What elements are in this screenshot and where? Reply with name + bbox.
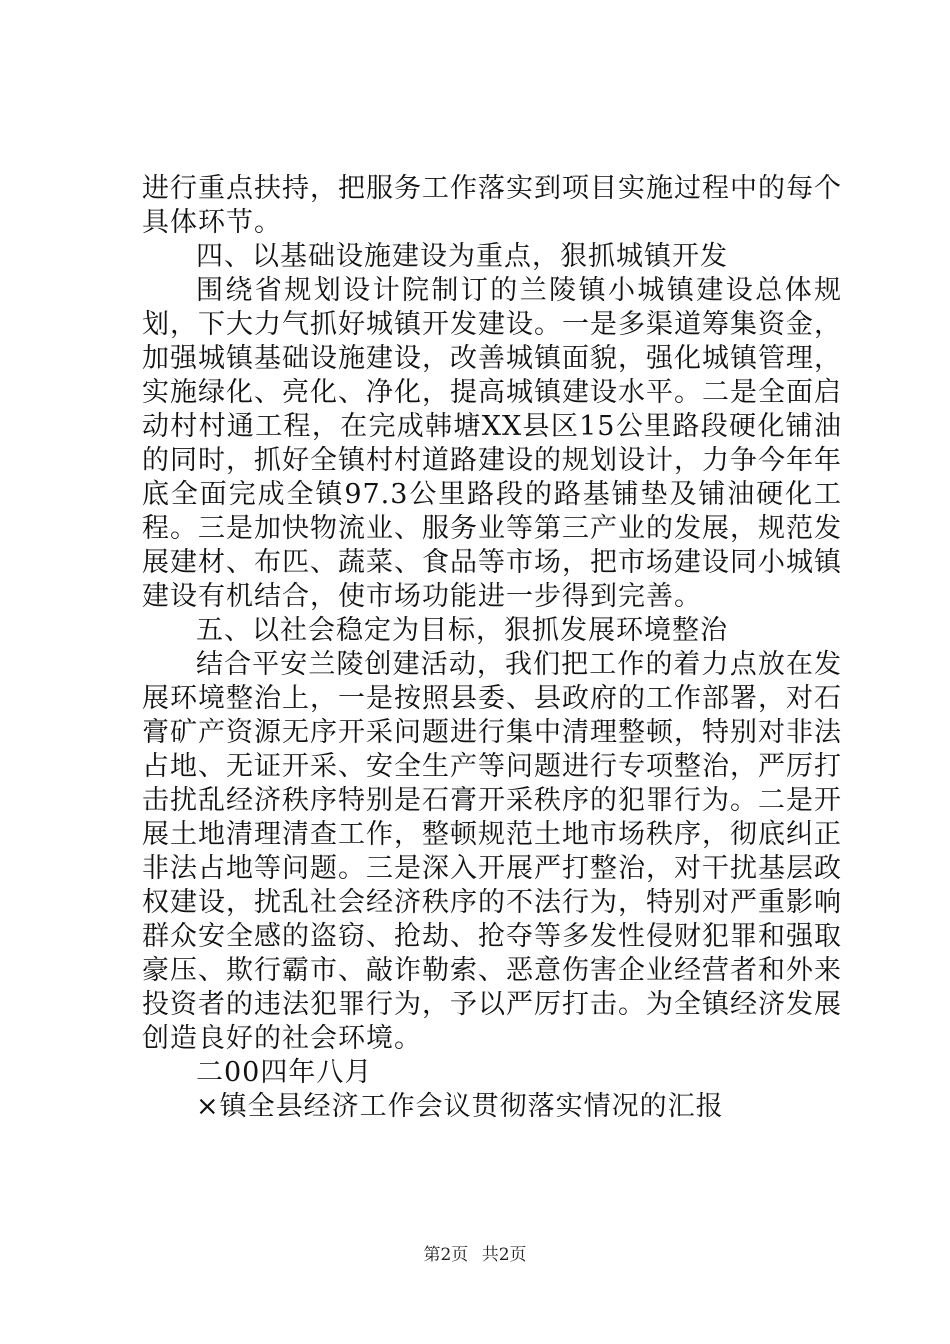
document-title-line: ×镇全县经济工作会议贯彻落实情况的汇报 bbox=[196, 1091, 724, 1122]
page-total: 共2页 bbox=[481, 1245, 527, 1265]
document-date: 二00四年八月 bbox=[196, 1057, 373, 1088]
page-footer bbox=[0, 1240, 950, 1265]
paragraph-continuation: 进行重点扶持，把服务工作落实到项目实施过程中的每个具体环节。 bbox=[142, 173, 842, 238]
section-heading-infrastructure: 四、以基础设施建设为重点，狠抓城镇开发 bbox=[196, 241, 728, 272]
section-heading-environment: 五、以社会稳定为目标，狠抓发展环境整治 bbox=[196, 615, 728, 646]
document-body bbox=[142, 172, 842, 1124]
page-number: 第2页 bbox=[423, 1245, 469, 1265]
paragraph-infrastructure: 围绕省规划设计院制订的兰陵镇小城镇建设总体规划，下大力气抓好城镇开发建设。一是多渠道筹集资金，加强城镇基础设施建设，改善城镇面貌，强化城镇管理，实施绿化、亮化、净化，提高城镇建设水平。二是全面启动村村通工程，在完成韩塘XX县区15公里路段硬化铺油的同时，抓好全镇村村道路建设的规划设计，力争今年年底全面完成全镇97.3公里路段的路基铺垫及铺油硬化工程。三是加快物流业、服务业等第三产业的发展，规范发展建材、布匹、蔬菜、食品等市场，把市场建设同小城镇建设有机结合，使市场功能进一步得到完善。 bbox=[142, 275, 842, 612]
paragraph-environment: 结合平安兰陵创建活动，我们把工作的着力点放在发展环境整治上，一是按照县委、县政府的工作部署，对石膏矿产资源无序开采问题进行集中清理整顿，特别对非法占地、无证开采、安全生产等问题进行专项整治，严厉打击扰乱经济秩序特别是石膏开采秩序的犯罪行为。二是开展土地清理清查工作，整顿规范土地市场秩序，彻底纠正非法占地等问题。三是深入开展严打整治，对干扰基层政权建设，扰乱社会经济秩序的不法行为，特别对严重影响群众安全感的盗窃、抢劫、抢夺等多发性侵财犯罪和强取豪压、欺行霸市、敲诈勒索、恶意伤害企业经营者和外来投资者的违法犯罪行为，予以严厉打击。为全镇经济发展创造良好的社会环境。 bbox=[142, 649, 842, 1054]
